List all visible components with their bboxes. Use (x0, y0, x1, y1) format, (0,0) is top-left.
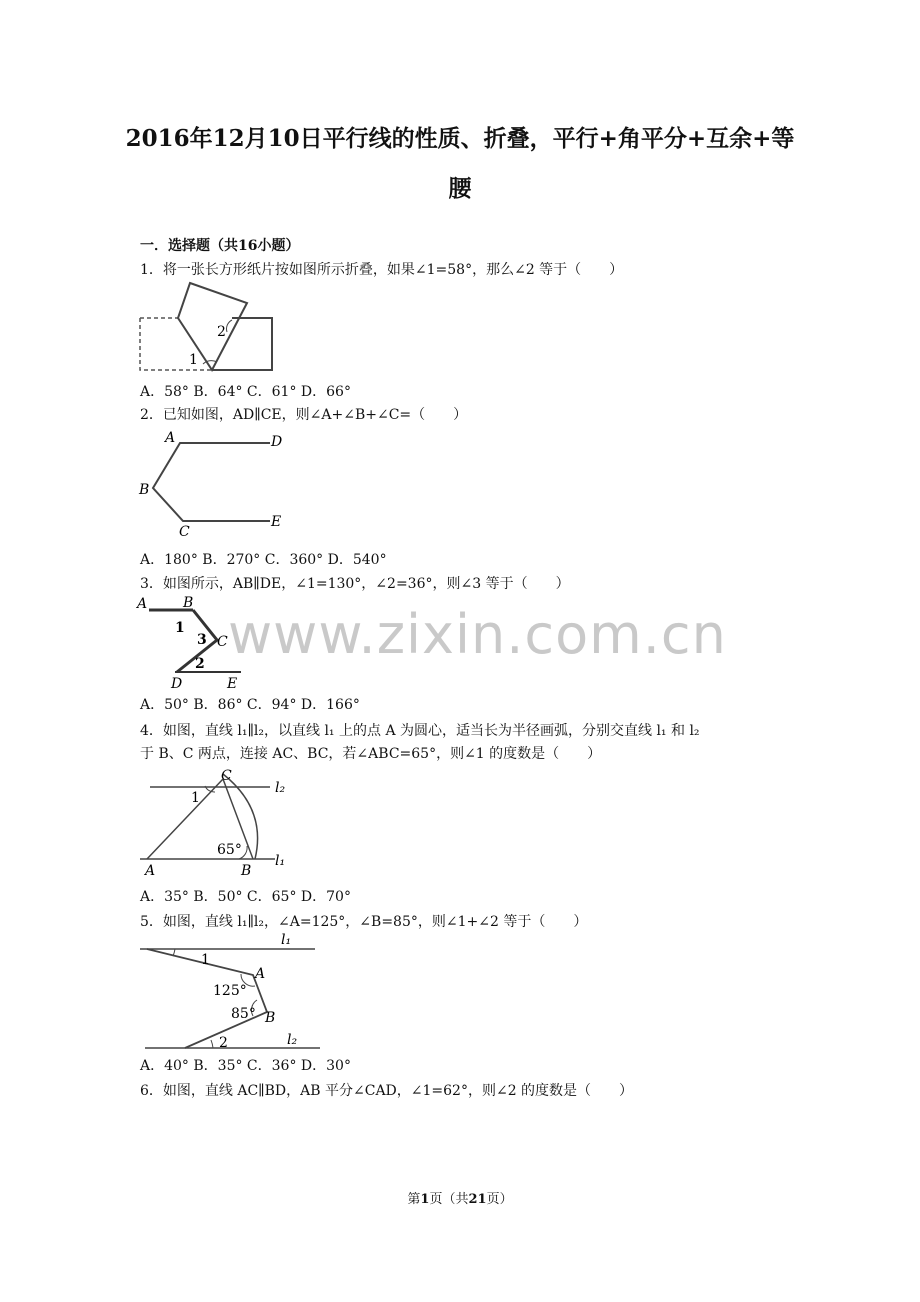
q5-label-l1: l₁ (281, 932, 292, 948)
q3-label-D: D (171, 676, 183, 692)
q4-label-B: B (241, 863, 252, 879)
question-1-text: 1．将一张长方形纸片按如图所示折叠，如果∠1=58°，那么∠2 等于（ ） (140, 262, 624, 278)
q2-label-D: D (271, 434, 283, 450)
question-6-text: 6．如图，直线 AC∥BD，AB 平分∠CAD，∠1=62°，则∠2 的度数是（ ） (140, 1083, 634, 1099)
watermark: www.zixin.com.cn (228, 603, 727, 666)
question-4-figure (135, 764, 305, 880)
q5-label-85: 85° (231, 1006, 256, 1022)
q5-label-l2: l₂ (287, 1032, 298, 1048)
section-heading: 一．选择题（共16小题） (140, 238, 300, 254)
footer-page-number: 1 (420, 1192, 430, 1207)
q5-label-2: 2 (219, 1035, 228, 1051)
question-3-text: 3．如图所示，AB∥DE，∠1=130°，∠2=36°，则∠3 等于（ ） (140, 576, 570, 592)
question-2-text: 2．已知如图，AD∥CE，则∠A+∠B+∠C=（ ） (140, 407, 468, 423)
question-4-text-line2: 于 B、C 两点，连接 AC、BC，若∠ABC=65°，则∠1 的度数是（ ） (140, 746, 602, 762)
question-3-options: A．50° B．86° C．94° D．166° (140, 697, 360, 713)
q1-label-1: 1 (189, 352, 198, 368)
q3-label-1: 1 (175, 620, 185, 636)
page-title-line1: 2016年12月10日平行线的性质、折叠，平行+角平分+互余+等 (125, 125, 795, 152)
q4-label-l2: l₂ (275, 780, 286, 796)
question-1-figure (135, 280, 285, 380)
page-title-line2: 腰 (448, 175, 472, 202)
footer-suffix: 页） (486, 1192, 513, 1207)
question-1-options: A．58° B．64° C．61° D．66° (140, 384, 351, 400)
q4-label-65: 65° (217, 842, 242, 858)
q2-label-B: B (139, 482, 150, 498)
q3-label-B: B (183, 595, 194, 611)
footer-mid: 页（共 (429, 1192, 469, 1207)
footer-total-pages: 21 (468, 1192, 487, 1207)
q4-label-1: 1 (191, 790, 200, 806)
q2-label-C: C (179, 524, 190, 540)
q5-label-A: A (255, 966, 266, 982)
q1-label-2: 2 (217, 324, 226, 340)
question-5-text: 5．如图，直线 l₁∥l₂，∠A=125°，∠B=85°，则∠1+∠2 等于（ ） (140, 914, 588, 930)
q3-label-A: A (137, 596, 148, 612)
q3-label-3: 3 (197, 632, 207, 648)
question-5-options: A．40° B．35° C．36° D．30° (140, 1058, 351, 1074)
footer-prefix: 第 (407, 1192, 421, 1207)
q3-label-2: 2 (195, 656, 205, 672)
question-2-figure (135, 428, 295, 543)
q2-label-E: E (271, 514, 282, 530)
page-footer (0, 1188, 920, 1207)
q5-label-B: B (265, 1010, 276, 1026)
q3-label-E: E (227, 676, 238, 692)
question-4-options: A．35° B．50° C．65° D．70° (140, 889, 351, 905)
q4-label-A: A (145, 863, 156, 879)
q3-label-C: C (217, 634, 228, 650)
question-2-options: A．180° B．270° C．360° D．540° (140, 552, 387, 568)
question-4-text-line1: 4．如图，直线 l₁∥l₂，以直线 l₁ 上的点 A 为圆心，适当长为半径画弧，分别交直线 l₁ 和 l₂ (140, 723, 700, 739)
q5-label-1: 1 (201, 952, 210, 968)
q4-label-l1: l₁ (275, 853, 286, 869)
question-5-figure (135, 930, 325, 1054)
q5-label-125: 125° (213, 983, 247, 999)
q2-label-A: A (165, 430, 176, 446)
q4-label-C: C (221, 768, 232, 784)
